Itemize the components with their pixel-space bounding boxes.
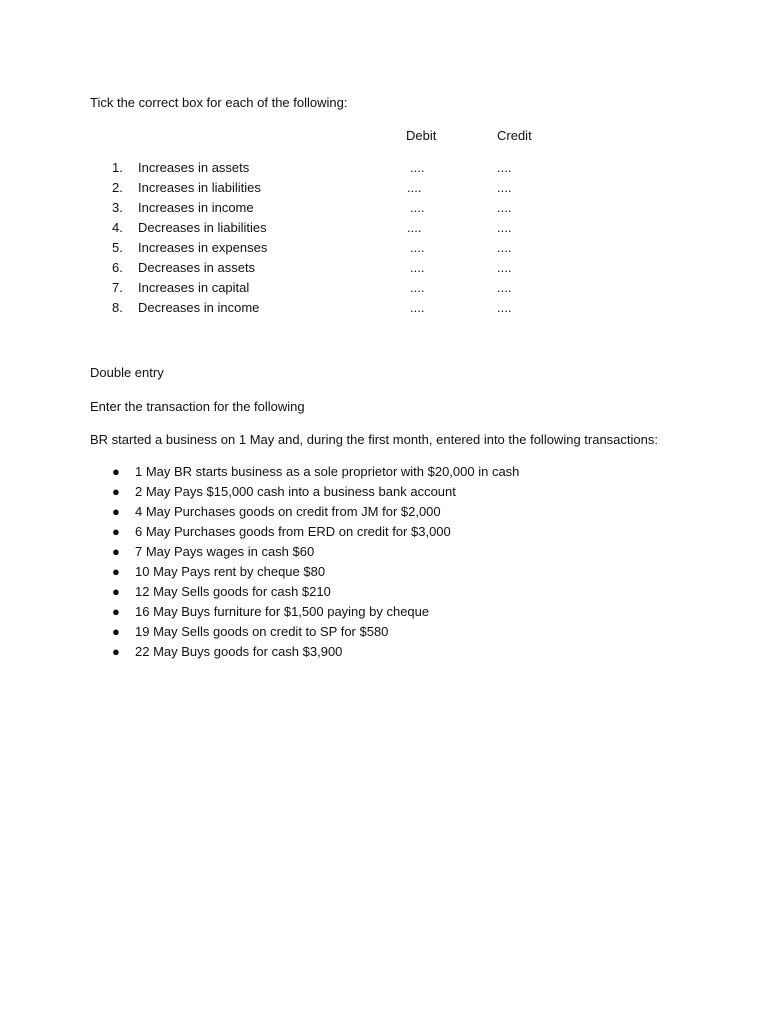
quiz-item [0,281,768,297]
item-number: 2. [112,180,123,195]
item-number: 1. [112,160,123,175]
bullet-icon: ● [112,564,120,579]
bullet-icon: ● [112,544,120,559]
quiz-instruction: Tick the correct box for each of the following: [90,95,348,110]
item-label: Decreases in income [138,300,260,315]
credit-header: Credit [497,128,532,143]
list-item [0,565,768,581]
list-item [0,545,768,561]
quiz-item [0,201,768,217]
item-label: Decreases in assets [138,260,256,275]
bullet-icon: ● [112,484,120,499]
debit-tick-box: .... [410,200,425,215]
item-label: Increases in assets [138,160,250,175]
debit-tick-box: .... [407,220,422,235]
credit-tick-box: .... [497,240,512,255]
quiz-item [0,261,768,277]
transaction-text: 7 May Pays wages in cash $60 [135,544,315,559]
transaction-text: 4 May Purchases goods on credit from JM for $2,000 [135,504,441,519]
item-label: Increases in income [138,200,254,215]
transaction-text: 6 May Purchases goods from ERD on credit for $3,000 [135,524,451,539]
item-number: 6. [112,260,123,275]
quiz-item [0,161,768,177]
transaction-text: 22 May Buys goods for cash $3,900 [135,644,343,659]
bullet-icon: ● [112,624,120,639]
debit-tick-box: .... [410,260,425,275]
quiz-item [0,241,768,257]
bullet-icon: ● [112,644,120,659]
list-item [0,485,768,501]
debit-tick-box: .... [410,280,425,295]
bullet-icon: ● [112,464,120,479]
credit-tick-box: .... [497,260,512,275]
section-instruction: Enter the transaction for the following [90,399,305,414]
transaction-text: 2 May Pays $15,000 cash into a business bank account [135,484,456,499]
bullet-icon: ● [112,584,120,599]
debit-header: Debit [406,128,437,143]
item-number: 7. [112,280,123,295]
item-number: 5. [112,240,123,255]
quiz-item [0,181,768,197]
credit-tick-box: .... [497,200,512,215]
debit-tick-box: .... [407,180,422,195]
item-number: 3. [112,200,123,215]
transaction-text: 19 May Sells goods on credit to SP for $580 [135,624,389,639]
item-label: Increases in liabilities [138,180,261,195]
bullet-icon: ● [112,524,120,539]
debit-tick-box: .... [410,240,425,255]
item-label: Increases in capital [138,280,250,295]
credit-tick-box: .... [497,160,512,175]
transaction-text: 12 May Sells goods for cash $210 [135,584,331,599]
list-item [0,585,768,601]
debit-tick-box: .... [410,300,425,315]
transaction-text: 1 May BR starts business as a sole proprietor with $20,000 in cash [135,464,520,479]
intro-paragraph: BR started a business on 1 May and, during the first month, entered into the following transactions: [90,432,658,447]
list-item [0,625,768,641]
item-number: 4. [112,220,123,235]
item-number: 8. [112,300,123,315]
list-item [0,525,768,541]
transaction-text: 16 May Buys furniture for $1,500 paying by cheque [135,604,430,619]
credit-tick-box: .... [497,300,512,315]
item-label: Increases in expenses [138,240,268,255]
debit-tick-box: .... [410,160,425,175]
quiz-item [0,221,768,237]
item-label: Decreases in liabilities [138,220,267,235]
credit-tick-box: .... [497,280,512,295]
list-item [0,605,768,621]
quiz-item [0,301,768,317]
bullet-icon: ● [112,604,120,619]
list-item [0,465,768,481]
bullet-icon: ● [112,504,120,519]
list-item [0,645,768,661]
section-heading: Double entry [90,365,164,380]
transaction-text: 10 May Pays rent by cheque $80 [135,564,326,579]
credit-tick-box: .... [497,220,512,235]
credit-tick-box: .... [497,180,512,195]
list-item [0,505,768,521]
